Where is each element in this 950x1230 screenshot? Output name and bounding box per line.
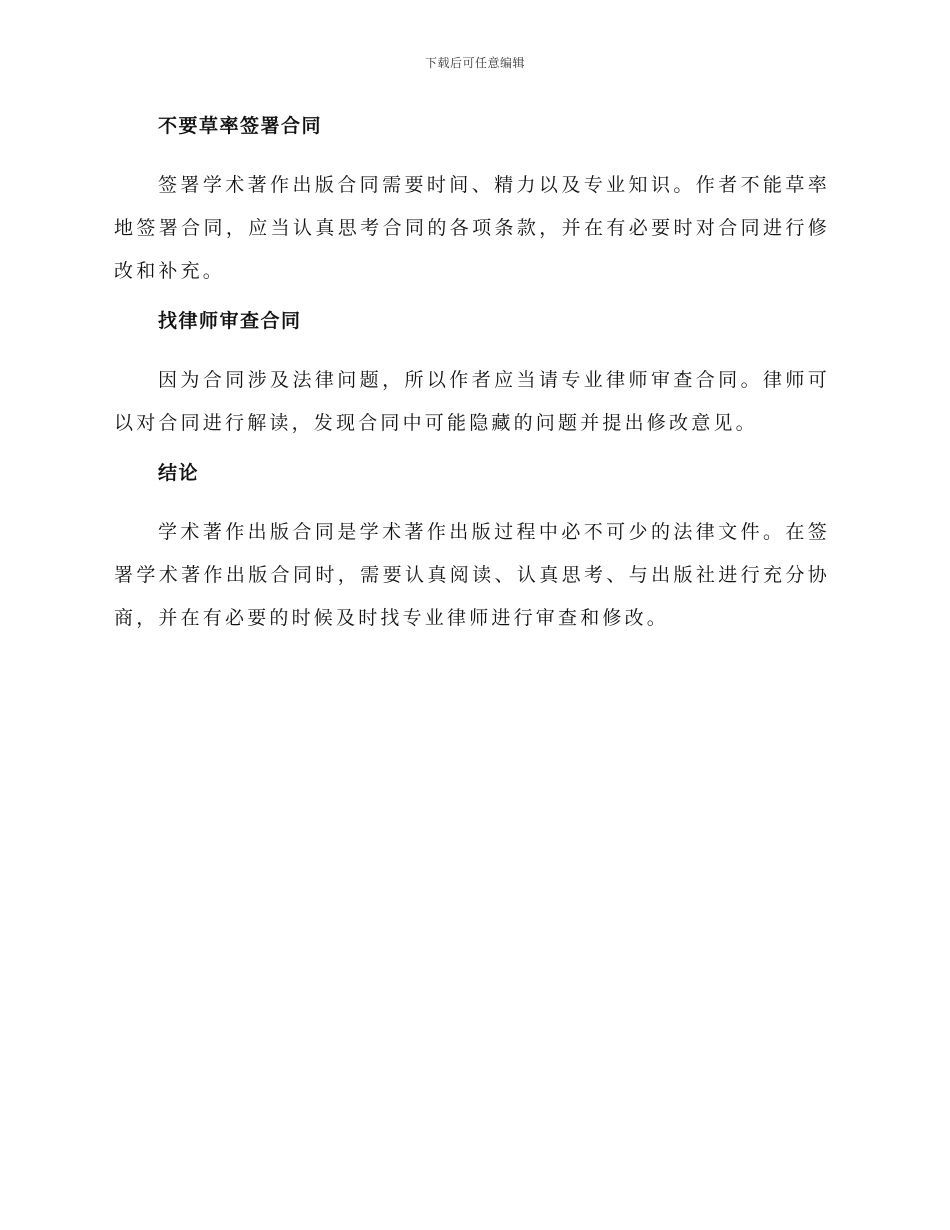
section-sign-carefully: [114, 110, 830, 293]
section-conclusion: [114, 457, 830, 640]
section-lawyer-review: [114, 305, 830, 445]
section-paragraph: 因为合同涉及法律问题，所以作者应当请专业律师审查合同。律师可以对合同进行解读，发现合同中可能隐藏的问题并提出修改意见。: [114, 369, 830, 434]
section-heading: 不要草率签署合同: [158, 115, 323, 137]
page-header-note: 下载后可任意编辑: [424, 56, 525, 70]
section-heading: 找律师审查合同: [158, 310, 302, 332]
document-body: [114, 110, 830, 652]
section-paragraph: 签署学术著作出版合同需要时间、精力以及专业知识。作者不能草率地签署合同，应当认真思考合同的各项条款，并在有必要时对合同进行修改和补充。: [114, 174, 830, 282]
section-heading: 结论: [158, 462, 200, 484]
section-paragraph: 学术著作出版合同是学术著作出版过程中必不可少的法律文件。在签署学术著作出版合同时，需要认真阅读、认真思考、与出版社进行充分协商，并在有必要的时候及时找专业律师进行审查和修改。: [114, 521, 830, 629]
